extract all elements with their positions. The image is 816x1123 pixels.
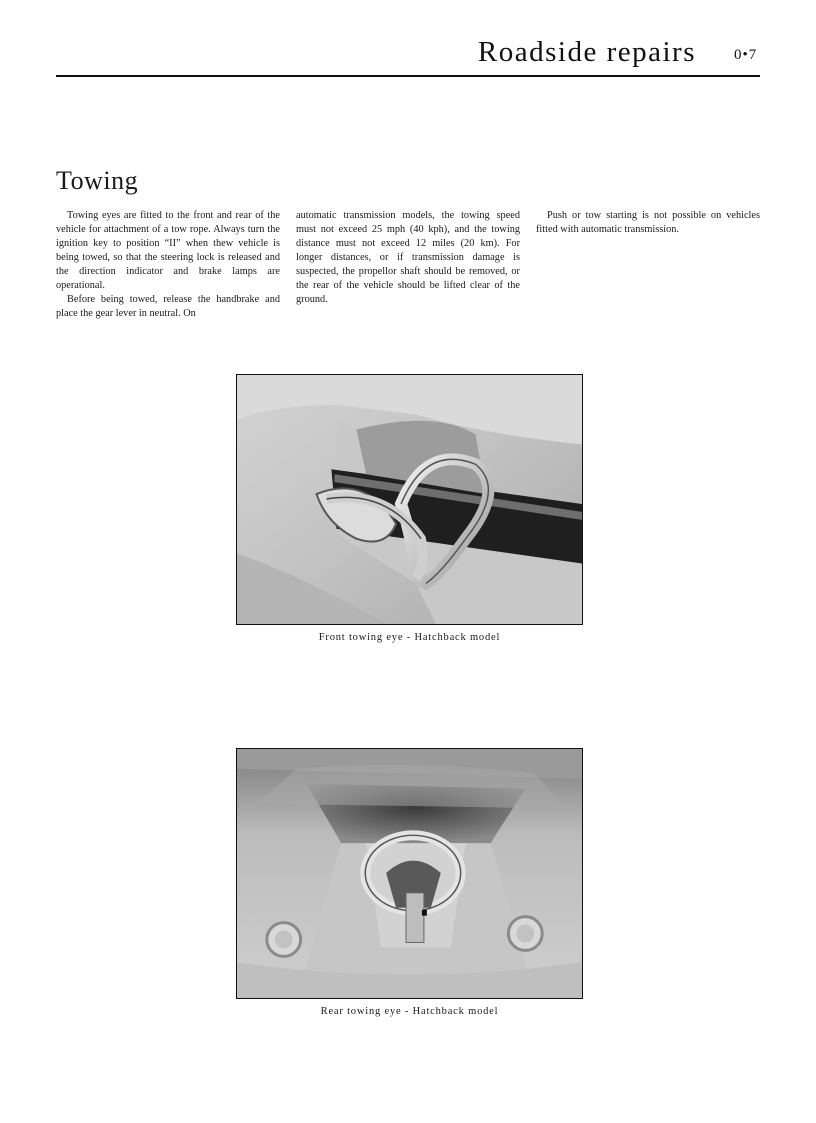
paragraph: Before being towed, release the handbrake and place the gear lever in neutral. On [56, 294, 280, 319]
header-divider [56, 75, 760, 77]
text-column-3 [536, 209, 760, 237]
paragraph: automatic transmission models, the towing speed must not exceed 25 mph (40 kph), and the towing distance must not exceed 12 miles (20 km). For longer distances, or if transmission damage is suspected, the propellor shaft should be removed, or the rear of the vehicle should be lifted clear of the ground. [296, 210, 520, 305]
paragraph: Towing eyes are fitted to the front and rear of the vehicle for attachment of a tow rope. Always turn the ignition key to position “II” when thew vehicle is being towed, so that the steering lock is released and the direction indicator and brake lamps are operational. [56, 210, 280, 291]
header-title: Roadside repairs [477, 36, 696, 68]
paragraph: Push or tow starting is not possible on vehicles fitted with automatic transmission. [536, 210, 760, 235]
text-column-1 [56, 209, 280, 321]
rear-towing-eye-photo [236, 748, 583, 999]
front-towing-eye-photo [236, 374, 583, 625]
figure-caption: Rear towing eye - Hatchback model [320, 1006, 499, 1017]
figure-caption: Front towing eye - Hatchback model [318, 632, 501, 643]
page-number: 0•7 [734, 47, 758, 63]
text-column-2 [296, 209, 520, 307]
section-heading: Towing [56, 166, 139, 195]
